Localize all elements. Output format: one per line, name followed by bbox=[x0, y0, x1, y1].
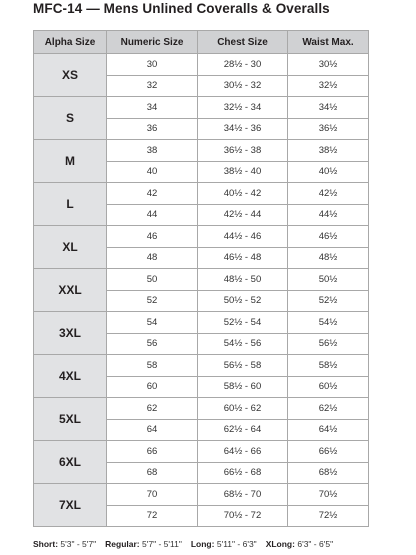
inseam-range: 5'7" - 5'11" bbox=[142, 539, 182, 549]
chest-cell: 52½ - 54 bbox=[198, 312, 288, 334]
chest-cell: 34½ - 36 bbox=[198, 118, 288, 140]
page-title: MFC-14 — Mens Unlined Coveralls & Overalls bbox=[33, 1, 330, 16]
waist-cell: 64½ bbox=[288, 419, 369, 441]
numeric-cell: 56 bbox=[107, 333, 198, 355]
numeric-cell: 32 bbox=[107, 75, 198, 97]
numeric-cell: 58 bbox=[107, 355, 198, 377]
alpha-size-cell: M bbox=[34, 140, 107, 183]
chest-cell: 36½ - 38 bbox=[198, 140, 288, 162]
header-numeric-size: Numeric Size bbox=[107, 31, 198, 54]
chest-cell: 46½ - 48 bbox=[198, 247, 288, 269]
chest-cell: 44½ - 46 bbox=[198, 226, 288, 248]
waist-cell: 50½ bbox=[288, 269, 369, 291]
chest-cell: 48½ - 50 bbox=[198, 269, 288, 291]
table-row bbox=[34, 140, 369, 162]
numeric-cell: 70 bbox=[107, 484, 198, 506]
chest-cell: 68½ - 70 bbox=[198, 484, 288, 506]
chest-cell: 54½ - 56 bbox=[198, 333, 288, 355]
numeric-cell: 64 bbox=[107, 419, 198, 441]
numeric-cell: 46 bbox=[107, 226, 198, 248]
chest-cell: 56½ - 58 bbox=[198, 355, 288, 377]
inseam-label: Short: bbox=[33, 539, 59, 549]
chest-cell: 60½ - 62 bbox=[198, 398, 288, 420]
chest-cell: 50½ - 52 bbox=[198, 290, 288, 312]
table-row bbox=[34, 441, 369, 463]
numeric-cell: 40 bbox=[107, 161, 198, 183]
alpha-size-cell: 6XL bbox=[34, 441, 107, 484]
header-alpha-size: Alpha Size bbox=[34, 31, 107, 54]
numeric-cell: 48 bbox=[107, 247, 198, 269]
table-row bbox=[34, 484, 369, 506]
inseam-legend-item bbox=[105, 539, 182, 549]
chest-cell: 64½ - 66 bbox=[198, 441, 288, 463]
alpha-size-cell: 5XL bbox=[34, 398, 107, 441]
numeric-cell: 42 bbox=[107, 183, 198, 205]
numeric-cell: 66 bbox=[107, 441, 198, 463]
waist-cell: 54½ bbox=[288, 312, 369, 334]
chest-cell: 66½ - 68 bbox=[198, 462, 288, 484]
chest-cell: 38½ - 40 bbox=[198, 161, 288, 183]
inseam-range: 6'3" - 6'5" bbox=[297, 539, 334, 549]
numeric-cell: 44 bbox=[107, 204, 198, 226]
alpha-size-cell: 4XL bbox=[34, 355, 107, 398]
chest-cell: 28½ - 30 bbox=[198, 54, 288, 76]
inseam-legend-item bbox=[191, 539, 257, 549]
waist-cell: 38½ bbox=[288, 140, 369, 162]
chest-cell: 30½ - 32 bbox=[198, 75, 288, 97]
waist-cell: 44½ bbox=[288, 204, 369, 226]
alpha-size-cell: L bbox=[34, 183, 107, 226]
inseam-legend-item bbox=[33, 539, 96, 549]
waist-cell: 48½ bbox=[288, 247, 369, 269]
inseam-label: Long: bbox=[190, 539, 215, 549]
table-row bbox=[34, 226, 369, 248]
chest-cell: 32½ - 34 bbox=[198, 97, 288, 119]
table-row bbox=[34, 312, 369, 334]
waist-cell: 70½ bbox=[288, 484, 369, 506]
alpha-size-cell: 7XL bbox=[34, 484, 107, 527]
waist-cell: 52½ bbox=[288, 290, 369, 312]
waist-cell: 62½ bbox=[288, 398, 369, 420]
numeric-cell: 30 bbox=[107, 54, 198, 76]
numeric-cell: 68 bbox=[107, 462, 198, 484]
chest-cell: 70½ - 72 bbox=[198, 505, 288, 527]
waist-cell: 58½ bbox=[288, 355, 369, 377]
chest-cell: 42½ - 44 bbox=[198, 204, 288, 226]
inseam-legend-item bbox=[266, 539, 333, 549]
waist-cell: 42½ bbox=[288, 183, 369, 205]
table-row bbox=[34, 183, 369, 205]
numeric-cell: 52 bbox=[107, 290, 198, 312]
table-row bbox=[34, 398, 369, 420]
waist-cell: 68½ bbox=[288, 462, 369, 484]
inseam-range: 5'11" - 6'3" bbox=[216, 539, 257, 549]
waist-cell: 30½ bbox=[288, 54, 369, 76]
alpha-size-cell: XXL bbox=[34, 269, 107, 312]
inseam-label: XLong: bbox=[265, 539, 295, 549]
waist-cell: 36½ bbox=[288, 118, 369, 140]
waist-cell: 34½ bbox=[288, 97, 369, 119]
size-chart-table bbox=[33, 30, 369, 527]
numeric-cell: 38 bbox=[107, 140, 198, 162]
alpha-size-cell: XS bbox=[34, 54, 107, 97]
waist-cell: 72½ bbox=[288, 505, 369, 527]
numeric-cell: 62 bbox=[107, 398, 198, 420]
inseam-label: Regular: bbox=[105, 539, 140, 549]
chest-cell: 58½ - 60 bbox=[198, 376, 288, 398]
size-chart-body bbox=[34, 54, 369, 527]
header-chest-size: Chest Size bbox=[198, 31, 288, 54]
waist-cell: 60½ bbox=[288, 376, 369, 398]
numeric-cell: 50 bbox=[107, 269, 198, 291]
table-row bbox=[34, 355, 369, 377]
numeric-cell: 60 bbox=[107, 376, 198, 398]
alpha-size-cell: XL bbox=[34, 226, 107, 269]
waist-cell: 66½ bbox=[288, 441, 369, 463]
numeric-cell: 36 bbox=[107, 118, 198, 140]
chest-cell: 62½ - 64 bbox=[198, 419, 288, 441]
waist-cell: 40½ bbox=[288, 161, 369, 183]
table-header-row bbox=[34, 31, 369, 54]
inseam-legend bbox=[33, 539, 333, 549]
numeric-cell: 34 bbox=[107, 97, 198, 119]
inseam-range: 5'3" - 5'7" bbox=[60, 539, 97, 549]
waist-cell: 32½ bbox=[288, 75, 369, 97]
alpha-size-cell: S bbox=[34, 97, 107, 140]
table-row bbox=[34, 269, 369, 291]
table-row bbox=[34, 97, 369, 119]
header-waist-max: Waist Max. bbox=[288, 31, 369, 54]
alpha-size-cell: 3XL bbox=[34, 312, 107, 355]
numeric-cell: 72 bbox=[107, 505, 198, 527]
chest-cell: 40½ - 42 bbox=[198, 183, 288, 205]
waist-cell: 46½ bbox=[288, 226, 369, 248]
numeric-cell: 54 bbox=[107, 312, 198, 334]
table-row bbox=[34, 54, 369, 76]
waist-cell: 56½ bbox=[288, 333, 369, 355]
